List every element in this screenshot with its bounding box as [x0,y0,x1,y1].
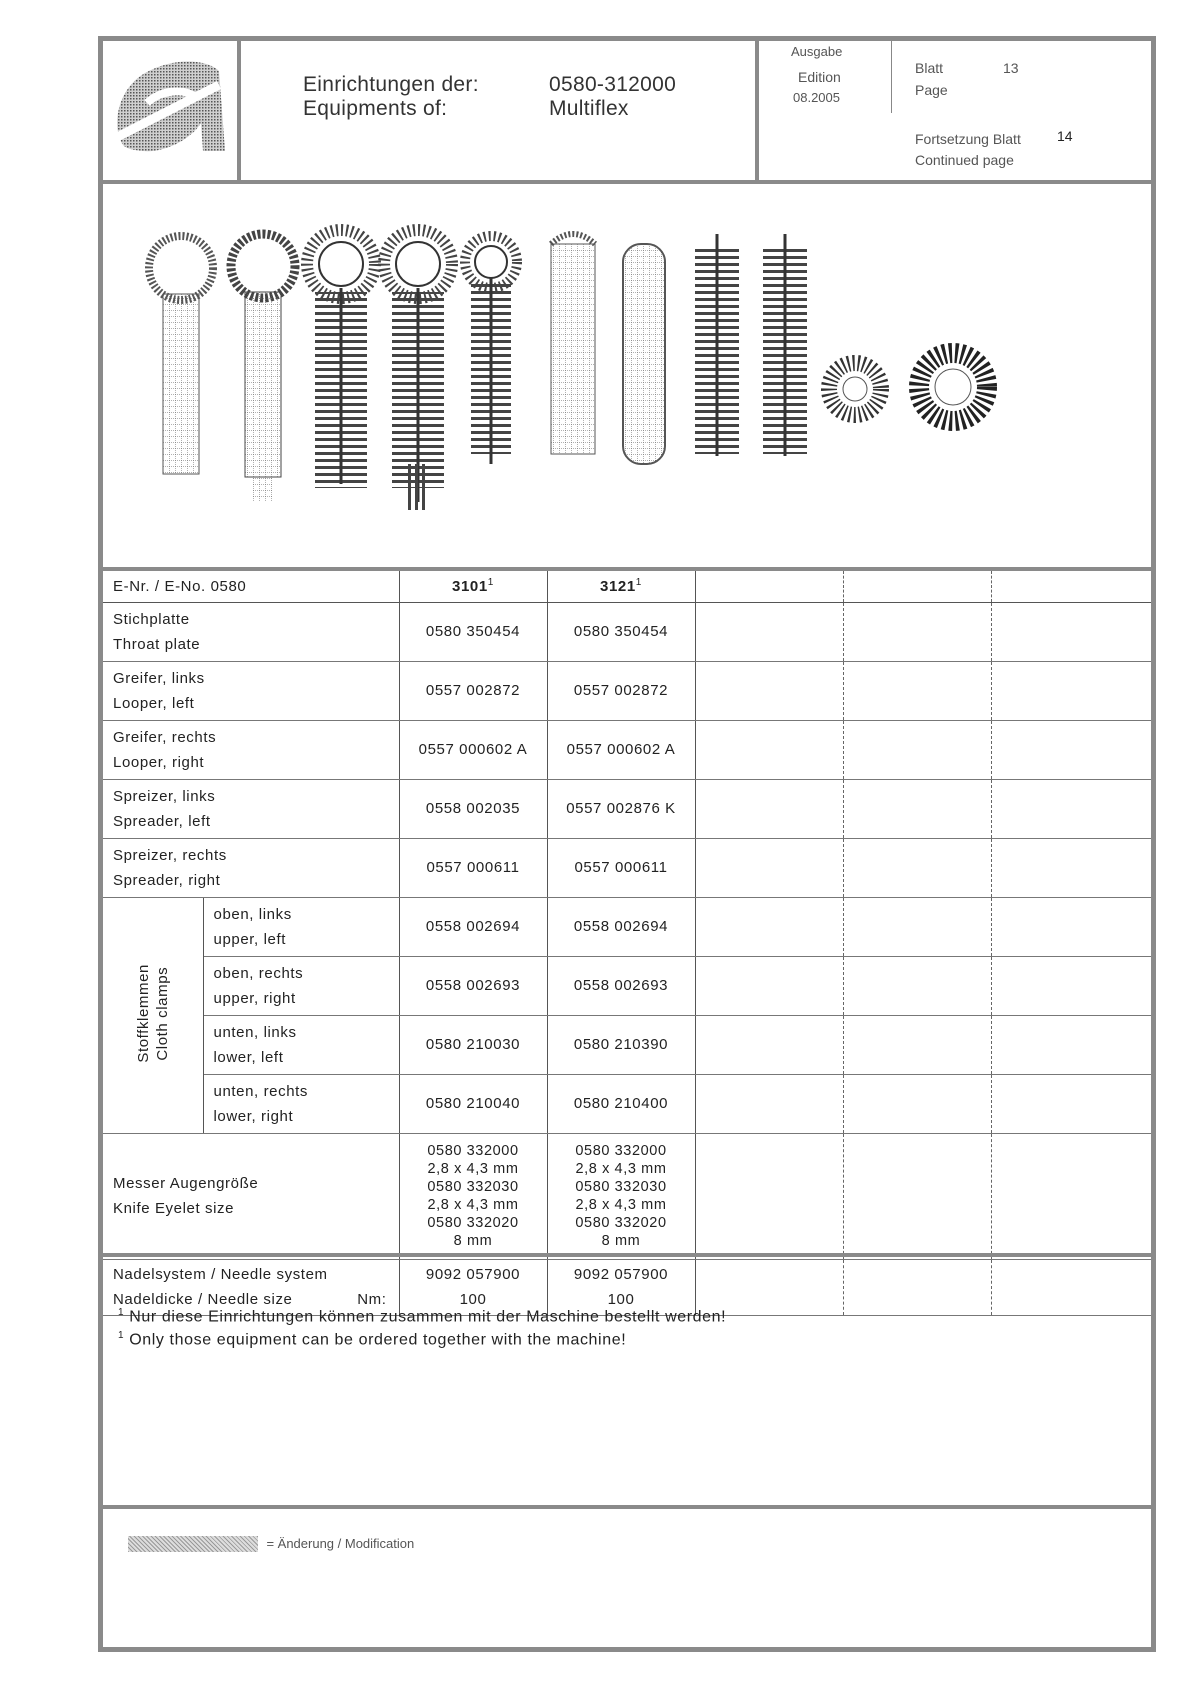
ausgabe-label: Ausgabe [791,44,843,59]
part-name-en: Spreader, left [113,812,211,830]
part-number: 0557 002876 K [547,779,695,838]
part-number: 0558 002694 [399,897,547,956]
column-header: 3101$^1$ [399,571,547,602]
table-row [103,779,1151,838]
title-en: Equipments of: [303,97,448,120]
part-number: 0557 000611 [547,838,695,897]
legend-text: = Änderung / Modification [266,1536,415,1552]
needle-size-unit: Nm: [357,1291,387,1308]
part-number: 0557 002872 [399,661,547,720]
group-label-de: Stoffklemmen [134,963,152,1063]
group-label-en: Cloth clamps [153,966,171,1060]
footnote [118,1303,726,1350]
e-no-label: E-Nr. / E-No. 0580 [103,571,399,602]
stitch-pattern-11 [919,353,987,421]
part-name-en: upper, left [213,930,286,948]
machine-model: Multiflex [549,97,629,120]
part-number: 0580 210390 [547,1015,695,1074]
part-number: 0558 002694 [547,897,695,956]
part-name-en: Looper, left [113,694,195,712]
title-de: Einrichtungen der: [303,73,479,96]
legend [128,1535,414,1555]
stitch-pattern-3 [307,230,375,488]
stitch-pattern-1 [149,236,213,474]
table-row [103,897,1151,956]
blatt-label: Blatt [915,60,944,76]
part-name-de: Messer Augengröße [113,1175,259,1192]
needle-size-label: Nadeldicke / Needle size Nm: [113,1287,389,1312]
stitch-pattern-10 [829,363,881,415]
page-frame [98,36,1156,1652]
footnote-mark: 1 [118,1307,125,1318]
part-name-de: Greifer, rechts [113,728,217,746]
part-name-en: Looper, right [113,753,205,771]
equipment-table [103,571,1151,1316]
knife-values: 0580 332000 2,8 x 4,3 mm 0580 332030 2,8 x 4,3 mm 0580 332020 8 mm [399,1133,547,1259]
part-name-de: unten, rechts [213,1082,309,1100]
part-number: 0557 000602 A [399,720,547,779]
page-number: 13 [1003,60,1019,76]
continued-number: 14 [1057,128,1073,144]
stitch-pattern-5 [465,236,517,464]
footnote-en: Only those equipment can be ordered together with the machine! [129,1331,627,1349]
table-row [103,1074,1151,1133]
part-number: 0580 350454 [547,602,695,661]
edition-label: Edition [798,69,841,85]
stitch-pattern-9 [763,234,807,456]
part-name-de: Spreizer, links [113,787,216,805]
column-header: 3121$^1$ [547,571,695,602]
page-label: Page [915,82,948,98]
part-number: 0557 000611 [399,838,547,897]
part-number: 0580 210040 [399,1074,547,1133]
part-name-de: Stichplatte [113,610,190,628]
fortsetzung-label: Fortsetzung Blatt [915,131,1021,147]
part-name-en: lower, right [213,1107,294,1125]
table-row [103,1015,1151,1074]
stitch-patterns [103,184,1151,567]
part-name-de: oben, rechts [213,964,304,982]
part-name-en: Knife Eyelet size [113,1200,235,1217]
part-number: 0580 210400 [547,1074,695,1133]
stitch-pattern-graphic [103,184,1151,567]
table-header-row [103,571,1151,602]
table-row [103,661,1151,720]
part-name-en: lower, left [213,1048,284,1066]
part-name-en: Spreader, right [113,871,221,889]
footnote-mark: 1 [118,1330,125,1342]
table-row [103,956,1151,1015]
part-name-en: upper, right [213,989,296,1007]
needle-values: 9092 057900 100 [399,1259,547,1315]
part-name-en: Throat plate [113,635,201,653]
part-name-de: Spreizer, rechts [113,846,227,864]
stitch-pattern-6 [551,234,595,454]
table-row [103,602,1151,661]
continued-label: Continued page [915,152,1014,168]
part-number: 0580 350454 [399,602,547,661]
part-number: 0580 210030 [399,1015,547,1074]
table-row [103,838,1151,897]
part-number: 0558 002693 [399,956,547,1015]
part-name-de: Greifer, links [113,669,205,687]
table-row [103,720,1151,779]
modification-swatch [128,1536,258,1552]
edition-date: 08.2005 [793,90,840,105]
stitch-pattern-7 [623,244,665,464]
knife-values: 0580 332000 2,8 x 4,3 mm 0580 332030 2,8 x 4,3 mm 0580 332020 8 mm [547,1133,695,1259]
part-number: 0557 000602 A [547,720,695,779]
company-logo [103,41,238,180]
stitch-pattern-4 [384,230,452,510]
footnote-de: Nur diese Einrichtungen können zusammen mit der Maschine bestellt werden! [129,1308,727,1326]
needle-system-label: Nadelsystem / Needle system [113,1266,328,1283]
part-name-de: oben, links [213,905,292,923]
stitch-pattern-2 [231,234,295,502]
equipment-number: 0580-312000 [549,73,677,96]
table-row [103,1133,1151,1259]
cloth-clamps-group [103,897,203,1133]
needle-values: 9092 057900 100 [547,1259,695,1315]
part-number: 0558 002035 [399,779,547,838]
part-name-de: unten, links [213,1023,297,1041]
part-number: 0557 002872 [547,661,695,720]
header [103,41,1151,180]
page-inner [103,41,1151,1647]
part-number: 0558 002693 [547,956,695,1015]
stitch-pattern-8 [695,234,739,456]
